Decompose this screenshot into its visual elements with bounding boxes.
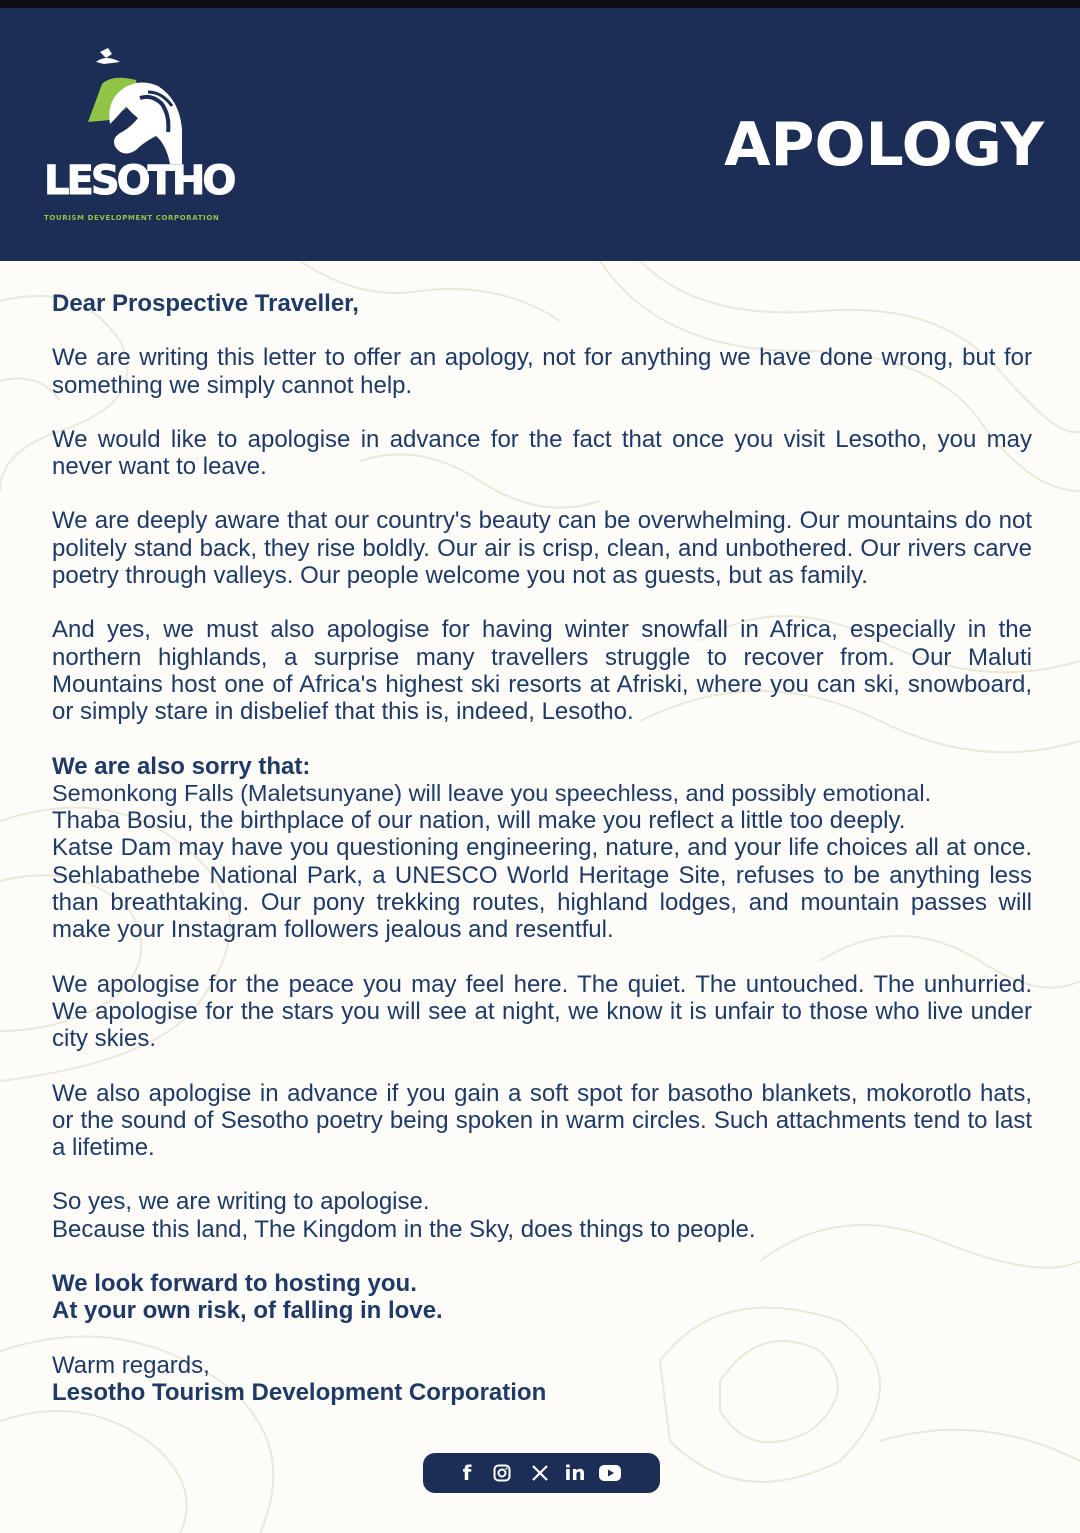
regards: Warm regards, [52,1351,210,1379]
sorry-line-2: Thaba Bosiu, the birthplace of our nation, will make you reflect a little too deeply. [52,807,906,835]
top-edge [0,0,1080,8]
instagram-icon[interactable] [491,1462,513,1484]
x-icon[interactable] [529,1462,551,1484]
horse-head-icon [40,40,240,170]
closing-line-2: At your own risk, of falling in love. [52,1297,443,1325]
paragraph-7: We also apologise in advance if you gain a soft spot for basotho blankets, mokorotlo hats, or the sound of Sesotho poetry being spoken in warm circles. Such attachments tend to last a lifetime. [52,1079,1032,1162]
paragraph-1: We are writing this letter to offer an apology, not for anything we have done wrong, but for something we simply cannot help. [52,344,1032,399]
closing-line-1: We look forward to hosting you. [52,1270,417,1298]
paragraph-2: We would like to apologise in advance for the fact that once you visit Lesotho, you may never want to leave. [52,425,1032,481]
page-title: APOLOGY [724,110,1044,180]
logo-wordmark: LESOTHO [44,158,234,204]
paragraph-3: We are deeply aware that our country's beauty can be overwhelming. Our mountains do not politely stand back, they rise boldly. Our air is crisp, clean, and unbothered. Our rivers carve poetry through valleys. Our people welcome you not as guests, but as family. [52,507,1032,590]
paragraph-4: And yes, we must also apologise for having winter snowfall in Africa, especially in the northern highlands, a surprise many travellers struggle to recover from. Our Maluti Mountains host one of Africa's highest ski resorts at Afriski, where you can ski, snowboard, or simply stare in disbelief that this is, indeed, Lesotho. [52,616,1032,726]
paragraph-8-line-1: So yes, we are writing to apologise. [52,1188,430,1216]
letter-header [0,8,1080,261]
logo-tagline: TOURISM DEVELOPMENT CORPORATION [44,214,220,222]
lesotho-logo [40,40,240,230]
sorry-line-1: Semonkong Falls (Maletsunyane) will leave you speechless, and possibly emotional. [52,779,932,806]
paragraph-6: We apologise for the peace you may feel here. The quiet. The untouched. The unhurried. We apologise for the stars you will see at night, we know it is unfair to those who live under city skies. [52,970,1032,1053]
linkedin-icon[interactable]: in [564,1461,586,1485]
sorry-heading: We are also sorry that: [52,752,311,780]
facebook-icon[interactable]: f [462,1461,472,1485]
signature: Lesotho Tourism Development Corporation [52,1378,547,1406]
paragraph-8-line-2: Because this land, The Kingdom in the Sky, does things to people. [52,1215,756,1243]
salutation: Dear Prospective Traveller, [52,290,359,317]
letter-body [52,290,1032,1406]
sorry-rest: Katse Dam may have you questioning engineering, nature, and your life choices all at once. Sehlabathebe National Park, a UNESCO World Heritage Site, refuses to be anything less than breathtaking. Our pony trekking routes, highland lodges, and mountain passes will make your Instagram followers jealous and resentful. [52,834,1032,944]
social-media-bar [423,1453,660,1493]
youtube-icon[interactable] [599,1462,621,1484]
